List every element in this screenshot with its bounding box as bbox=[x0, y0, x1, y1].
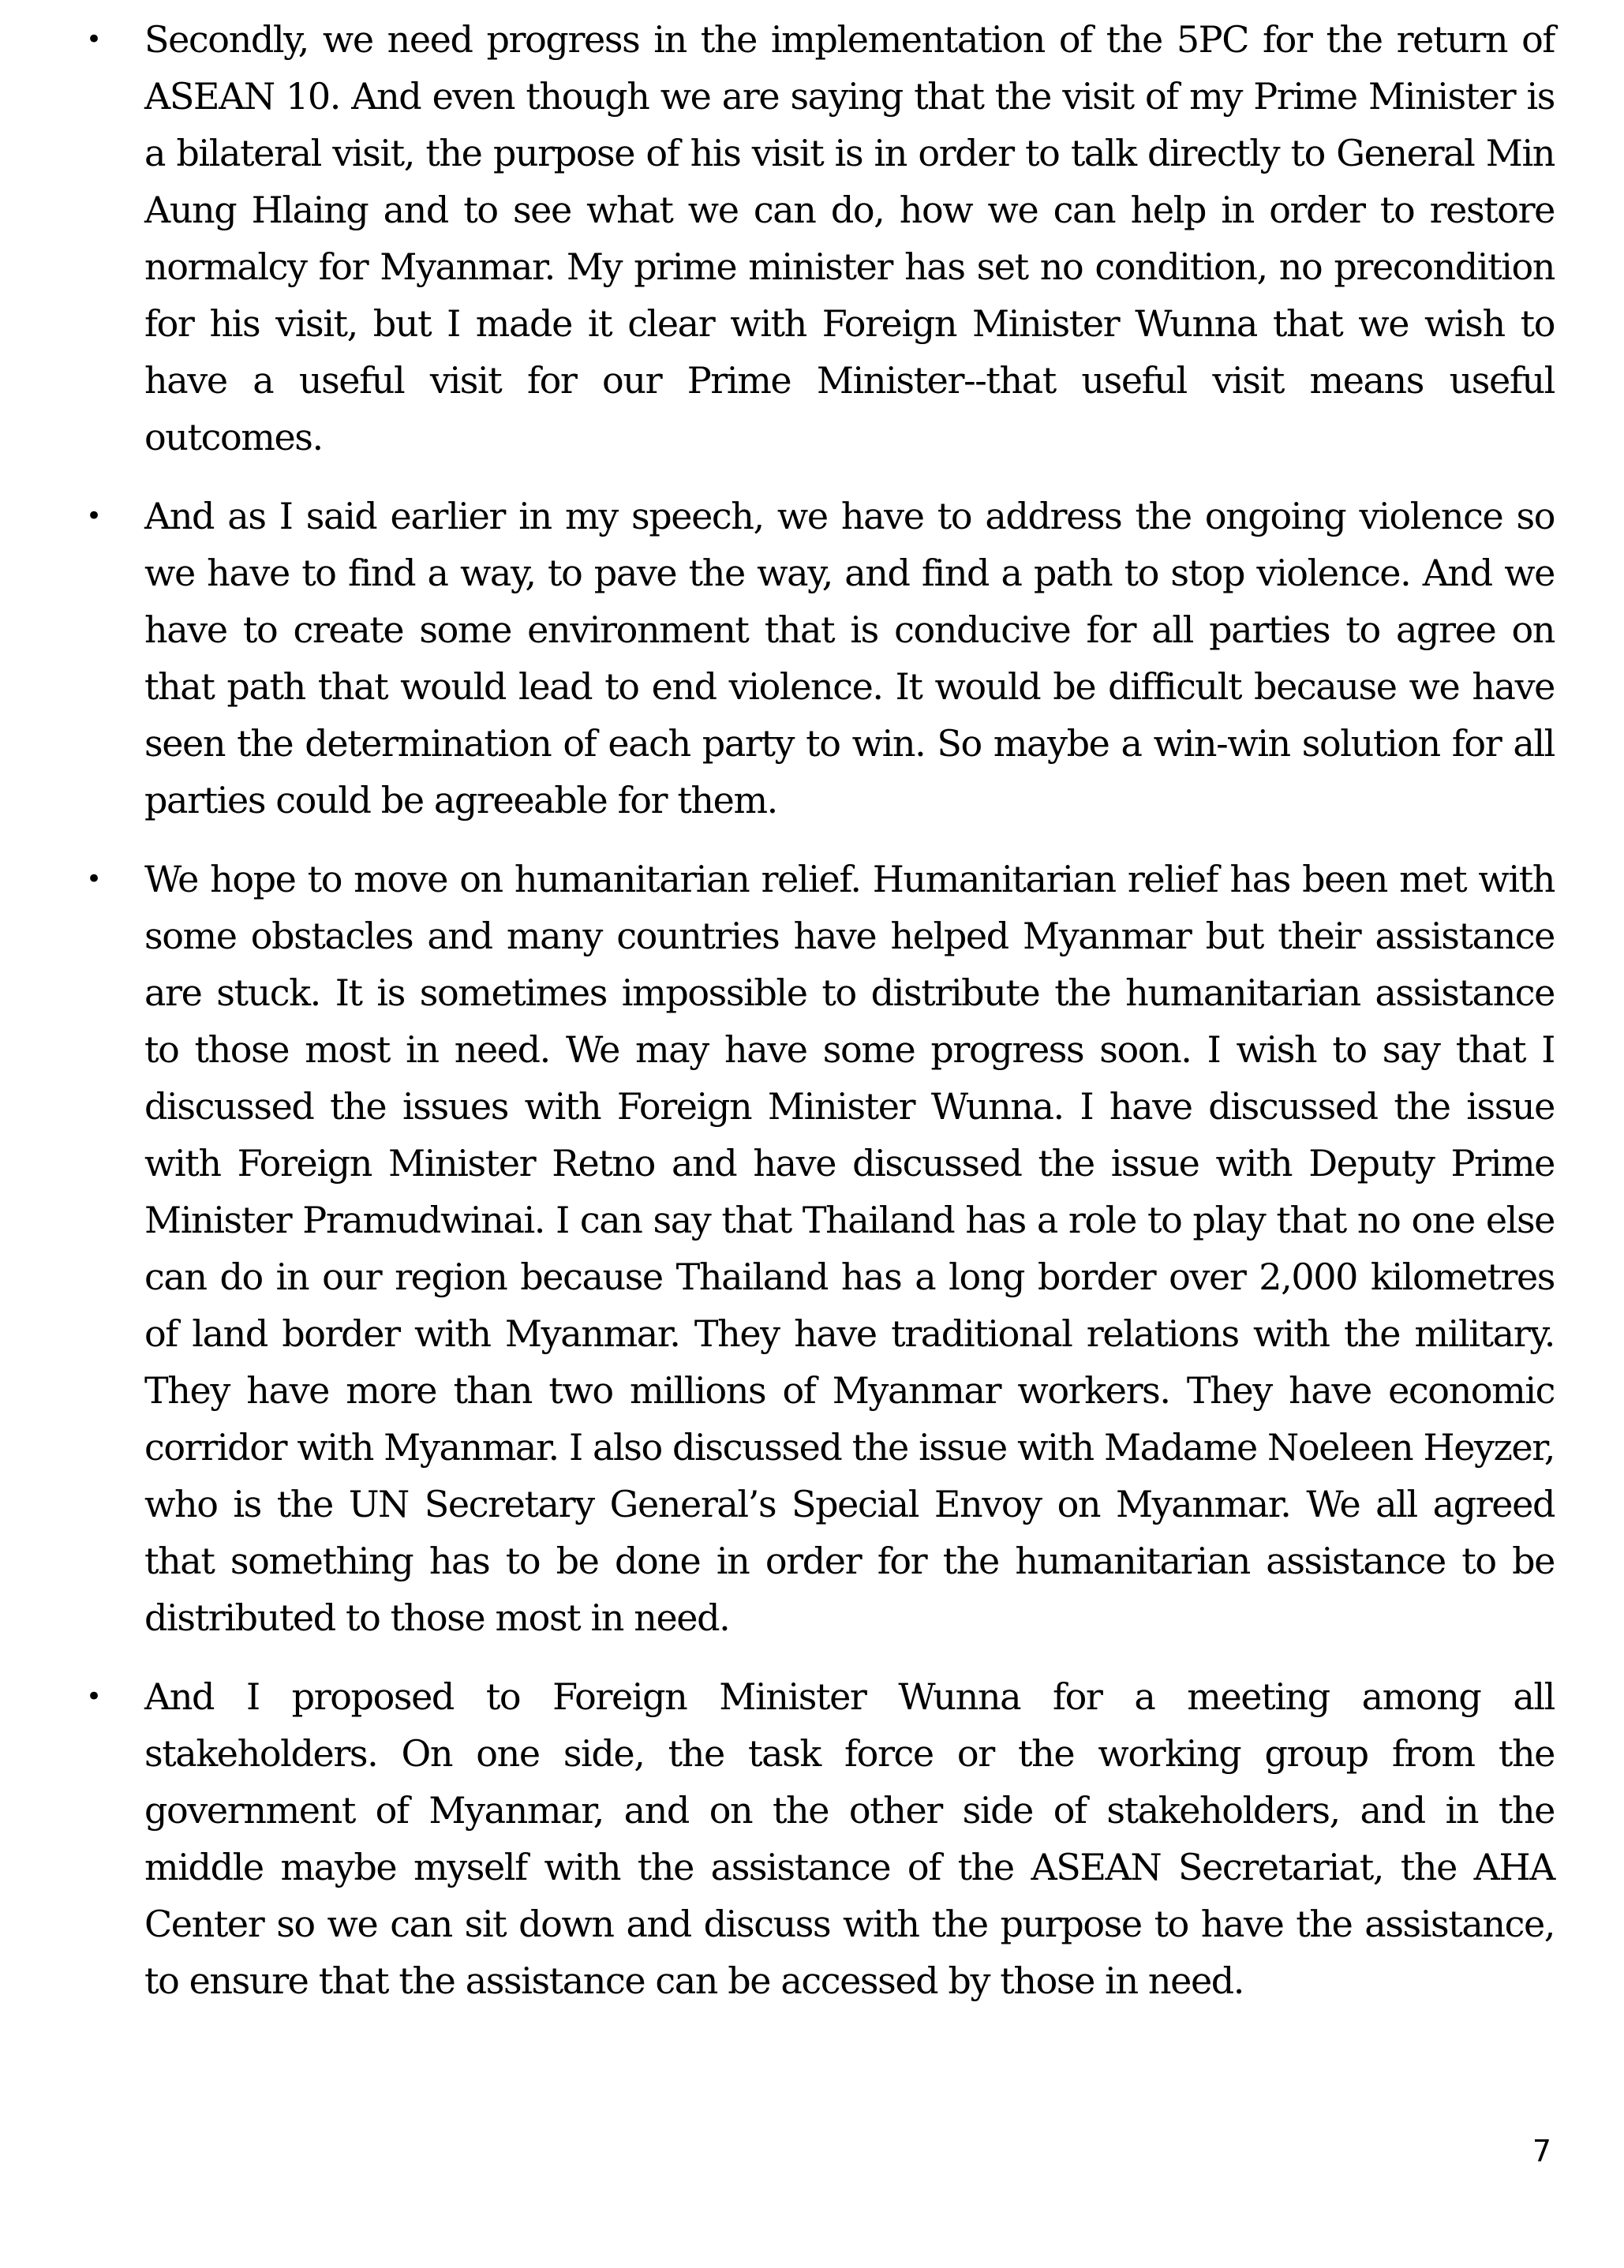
bullet-marker: • bbox=[86, 1681, 103, 1712]
list-item bbox=[79, 1668, 1555, 2009]
bullet-list bbox=[79, 11, 1555, 2031]
list-item bbox=[79, 488, 1555, 829]
bullet-marker: • bbox=[86, 863, 103, 895]
paragraph-text: And I proposed to Foreign Minister Wunna for a meeting among all stakeholders. On one side, the task force or the working group from the government of Myanmar, and on the other side of stakeholders, and in the middle maybe myself with the assistance of the ASEAN Secretariat, the AHA Center so we can sit down and discuss with the purpose to have the assistance, to ensure that the assistance can be accessed by those in need. bbox=[144, 1675, 1555, 2002]
list-item bbox=[79, 851, 1555, 1646]
paragraph-text: And as I said earlier in my speech, we have to address the ongoing violence so we have to find a way, to pave the way, and find a path to stop violence. And we have to create some environment that is conducive for all parties to agree on that path that would lead to end violence. It would be difficult because we have seen the determination of each party to win. So maybe a win-win solution for all parties could be agreeable for them. bbox=[144, 495, 1555, 821]
list-item bbox=[79, 11, 1555, 466]
bullet-marker: • bbox=[86, 500, 103, 532]
page-number: 7 bbox=[1532, 2134, 1551, 2169]
bullet-marker: • bbox=[86, 24, 103, 55]
paragraph-text: We hope to move on humanitarian relief. Humanitarian relief has been met with some obstacles and many countries have helped Myanmar but their assistance are stuck. It is sometimes impossible to distribute the humanitarian assistance to those most in need. We may have some progress soon. I wish to say that I discussed the issues with Foreign Minister Wunna. I have discussed the issue with Foreign Minister Retno and have discussed the issue with Deputy Prime Minister Pramudwinai. I can say that Thailand has a role to play that no one else can do in our region because Thailand has a long border over 2,000 kilometres of land border with Myanmar. They have traditional relations with the military. They have more than two millions of Myanmar workers. They have economic corridor with Myanmar. I also discussed the issue with Madame Noeleen Heyzer, who is the UN Secretary General’s Special Envoy on Myanmar. We all agreed that something has to be done in order for the humanitarian assistance to be distributed to those most in need. bbox=[144, 858, 1555, 1639]
paragraph-text: Secondly, we need progress in the implementation of the 5PC for the return of ASEAN 10. And even though we are saying that the visit of my Prime Minister is a bilateral visit, the purpose of his visit is in order to talk directly to General Min Aung Hlaing and to see what we can do, how we can help in order to restore normalcy for Myanmar. My prime minister has set no condition, no precondition for his visit, but I made it clear with Foreign Minister Wunna that we wish to have a useful visit for our Prime Minister--that useful visit means useful outcomes. bbox=[144, 18, 1555, 458]
